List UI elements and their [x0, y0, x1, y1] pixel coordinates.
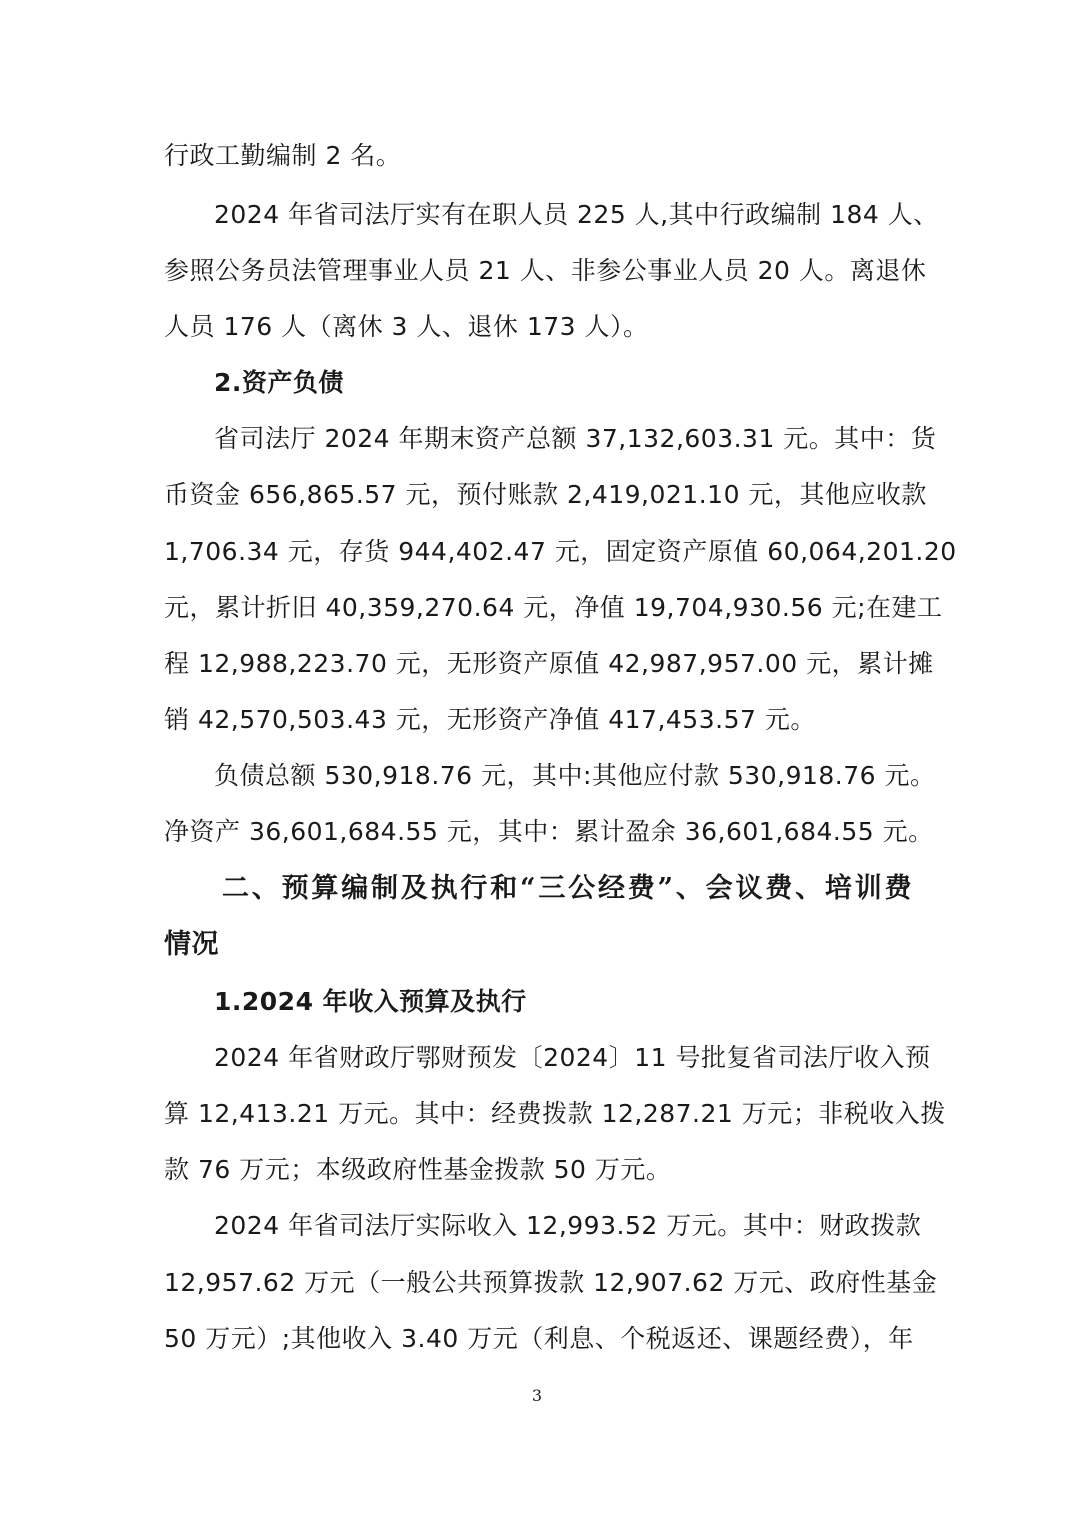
paragraph-line: 2024 年省司法厅实际收入 12,993.52 万元。其中：财政拨款	[214, 1211, 922, 1240]
page-number: 3	[531, 1386, 543, 1405]
section-heading: 2.资产负债	[214, 368, 344, 397]
paragraph-line: 行政工勤编制 2 名。	[164, 141, 402, 170]
paragraph-line: 12,957.62 万元（一般公共预算拨款 12,907.62 万元、政府性基金	[164, 1268, 938, 1297]
paragraph-line: 负债总额 530,918.76 元，其中:其他应付款 530,918.76 元。	[214, 761, 936, 790]
chapter-heading: 情况	[164, 929, 219, 960]
paragraph-line: 50 万元）;其他收入 3.40 万元（利息、个税返还、课题经费），年	[164, 1324, 914, 1353]
chapter-heading: 二、预算编制及执行和“三公经费”、会议费、培训费	[222, 873, 912, 904]
paragraph-line: 2024 年省司法厅实有在职人员 225 人,其中行政编制 184 人、	[214, 200, 939, 229]
paragraph-line: 净资产 36,601,684.55 元，其中：累计盈余 36,601,684.55 元。	[164, 817, 934, 846]
section-heading: 1.2024 年收入预算及执行	[214, 987, 527, 1016]
paragraph-line: 2024 年省财政厅鄂财预发〔2024〕11 号批复省司法厅收入预	[214, 1043, 931, 1072]
paragraph-line: 款 76 万元；本级政府性基金拨款 50 万元。	[164, 1155, 672, 1184]
paragraph-line: 1,706.34 元，存货 944,402.47 元，固定资产原值 60,064,201.20	[164, 537, 957, 566]
paragraph-line: 算 12,413.21 万元。其中：经费拨款 12,287.21 万元；非税收入拨	[164, 1099, 946, 1128]
paragraph-line: 参照公务员法管理事业人员 21 人、非参公事业人员 20 人。离退休	[164, 256, 927, 285]
paragraph-line: 元，累计折旧 40,359,270.64 元，净值 19,704,930.56 元;在建工	[164, 593, 943, 622]
paragraph-line: 人员 176 人（离休 3 人、退休 173 人）。	[164, 312, 649, 341]
paragraph-line: 币资金 656,865.57 元，预付账款 2,419,021.10 元，其他应收款	[164, 480, 927, 509]
paragraph-line: 程 12,988,223.70 元，无形资产原值 42,987,957.00 元，累计摊	[164, 649, 934, 678]
paragraph-line: 销 42,570,503.43 元，无形资产净值 417,453.57 元。	[164, 705, 816, 734]
paragraph-line: 省司法厅 2024 年期末资产总额 37,132,603.31 元。其中：货	[214, 424, 937, 453]
